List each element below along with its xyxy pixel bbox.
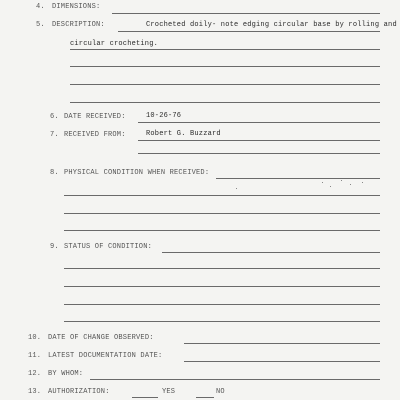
description-text-line1: Crocheted doily- note edging circular base by rolling and (146, 21, 397, 29)
speckle (322, 182, 323, 183)
item-6-number: 6. (50, 113, 59, 121)
item-4-number: 4. (36, 3, 45, 11)
description-label: DESCRIPTION: (52, 21, 105, 29)
latest-documentation-label: LATEST DOCUMENTATION DATE: (48, 352, 163, 360)
physical-condition-line-3 (64, 213, 380, 214)
description-text-line2: circular crocheting. (70, 40, 159, 48)
status-line-3 (64, 286, 380, 287)
speckle (341, 180, 342, 181)
item-13-number: 13. (28, 388, 42, 396)
date-received-value: 10-26-76 (146, 112, 182, 120)
speckle (236, 188, 237, 189)
item-9-number: 9. (50, 243, 59, 251)
authorization-no-label: NO (216, 388, 225, 396)
physical-condition-line-1 (216, 178, 380, 179)
received-from-line-1 (138, 140, 380, 141)
status-line-4 (64, 304, 380, 305)
date-received-label: DATE RECEIVED: (64, 113, 126, 121)
item-5-number: 5. (36, 21, 45, 29)
physical-condition-line-4 (64, 230, 380, 231)
latest-documentation-line (184, 361, 380, 362)
item-11-number: 11. (28, 352, 42, 360)
authorization-label: AUTHORIZATION: (48, 388, 110, 396)
date-of-change-label: DATE OF CHANGE OBSERVED: (48, 334, 154, 342)
by-whom-label: BY WHOM: (48, 370, 84, 378)
status-line-2 (64, 268, 380, 269)
status-line-5 (64, 321, 380, 322)
received-from-value: Robert G. Buzzard (146, 130, 221, 138)
by-whom-line (90, 379, 380, 380)
received-from-label: RECEIVED FROM: (64, 131, 126, 139)
date-received-line (138, 122, 380, 123)
item-10-number: 10. (28, 334, 42, 342)
status-line-1 (162, 252, 380, 253)
speckle (350, 184, 351, 185)
item-8-number: 8. (50, 169, 59, 177)
description-line-2 (70, 49, 380, 50)
received-from-line-2 (138, 153, 380, 154)
description-line-3 (70, 66, 380, 67)
item-12-number: 12. (28, 370, 42, 378)
authorization-yes-line (132, 397, 158, 398)
dimensions-line (112, 13, 380, 14)
authorization-yes-label: YES (162, 388, 176, 396)
dimensions-label: DIMENSIONS: (52, 3, 101, 11)
status-of-condition-label: STATUS OF CONDITION: (64, 243, 153, 251)
description-line-4 (70, 84, 380, 85)
item-7-number: 7. (50, 131, 59, 139)
date-of-change-line (184, 343, 380, 344)
speckle (362, 182, 363, 183)
physical-condition-label: PHYSICAL CONDITION WHEN RECEIVED: (64, 169, 210, 177)
description-line-1 (118, 31, 380, 32)
physical-condition-line-2 (64, 195, 380, 196)
description-line-5 (70, 102, 380, 103)
speckle (330, 186, 331, 187)
authorization-no-line (196, 397, 214, 398)
